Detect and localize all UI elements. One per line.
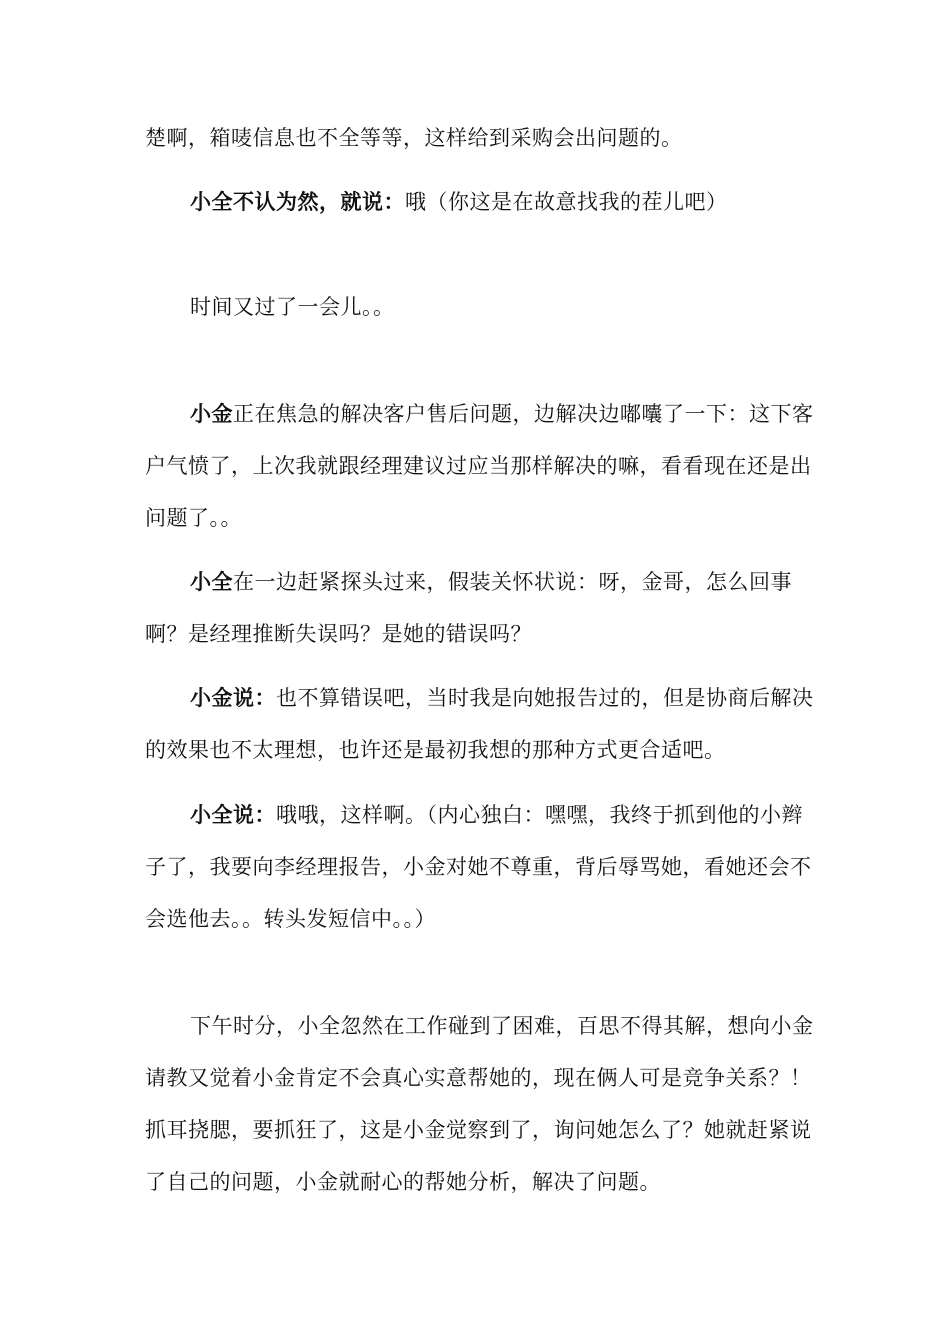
paragraph-text: 哦哦，这样啊。（内心独白：嘿嘿，我终于抓到他的小辫子了，我要向李经理报告，小金对她不尊重，背后辱骂她，看她还会不会选他去。。转头发短信中。。） <box>145 803 812 931</box>
paragraph-text: 在一边赶紧探头过来，假装关怀状说：呀，金哥，怎么回事啊？是经理推断失误吗？是她的错误吗？ <box>145 570 792 646</box>
speaker-label: 小金说： <box>190 685 276 710</box>
paragraph-time-passes <box>145 281 815 333</box>
paragraph-text: 时间又过了一会儿。。 <box>190 295 395 319</box>
paragraph-dialogue-xiaoquan-2 <box>145 556 815 660</box>
paragraph-text: 哦（你这是在故意找我的茬儿吧） <box>405 190 728 214</box>
speaker-label: 小全说： <box>190 802 276 827</box>
paragraph-dialogue-xiaojin-2 <box>145 672 815 776</box>
paragraph-text: 正在焦急的解决客户售后问题，边解决边嘟囔了一下：这下客户气愤了，上次我就跟经理建议过应当那样解决的嘛，看看现在还是出问题了。。 <box>145 402 814 530</box>
paragraph-afternoon <box>145 1000 815 1208</box>
paragraph-continuation <box>145 112 815 164</box>
speaker-label: 小全不认为然，就说： <box>190 189 405 214</box>
paragraph-dialogue-xiaojin-1 <box>145 388 815 544</box>
speaker-label: 小全 <box>190 569 233 594</box>
paragraph-dialogue-xiaoquan-1 <box>145 176 815 228</box>
paragraph-dialogue-xiaoquan-3 <box>145 789 815 945</box>
paragraph-text: 也不算错误吧，当时我是向她报告过的，但是协商后解决的效果也不太理想，也许还是最初我想的那种方式更合适吧。 <box>145 686 814 762</box>
paragraph-text: 下午时分，小全忽然在工作碰到了困难，百思不得其解，想向小金请教又觉着小金肯定不会真心实意帮她的，现在俩人可是竞争关系？！抓耳挠腮，要抓狂了，这是小金觉察到了，询问她怎么了？她就赶紧说了自己的问题，小金就耐心的帮她分析，解决了问题。 <box>145 1014 814 1194</box>
paragraph-text: 楚啊，箱唛信息也不全等等，这样给到采购会出问题的。 <box>145 126 683 150</box>
speaker-label: 小金 <box>190 401 233 426</box>
